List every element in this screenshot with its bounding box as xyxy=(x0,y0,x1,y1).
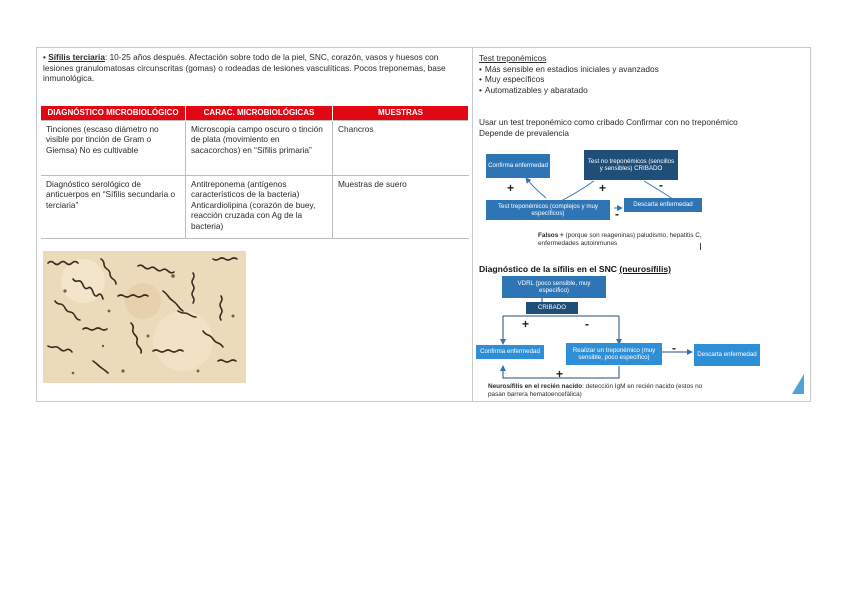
table-cell: Diagnóstico serológico de anticuerpos en “Sífilis secundaria o terciaria” xyxy=(41,176,186,239)
false-positives-note xyxy=(538,232,718,248)
discard-disease-box: Descarta enfermedad xyxy=(624,198,702,212)
newborn-text: : detección IgM en recién nacido (estos no pasan barrera hematoencefálica) xyxy=(488,383,703,398)
newborn-label: Neurosífilis en el recién nacido xyxy=(488,383,583,390)
list-item: • Muy específicos xyxy=(479,74,799,85)
cursor-mark xyxy=(700,243,701,250)
strategy-line: Usar un test treponémico como cribado Confirmar con no treponémico xyxy=(479,117,738,127)
discard-disease-box: Descarta enfermedad xyxy=(694,344,760,366)
neurosyphilis-flowchart xyxy=(474,274,810,402)
table-cell: Chancros xyxy=(333,121,469,176)
newborn-neurosyphilis-note xyxy=(488,383,718,399)
table-cell: Antitreponema (antígenos característicos de la bacteria) Anticardiolipina (corazón de buey, reacción cruzada con Ag de la bacteria) xyxy=(186,176,333,239)
snc-title-underlined: (neurosífilis) xyxy=(619,264,671,274)
minus-sign: - xyxy=(585,317,589,331)
minus-sign: - xyxy=(659,178,663,192)
plus-sign: + xyxy=(556,367,564,381)
header-diagnosis: DIAGNÓSTICO MICROBIOLÓGICO xyxy=(41,106,186,121)
confirm-disease-box: Confirma enfermedad xyxy=(476,345,544,359)
list-item: • Más sensible en estadios iniciales y avanzados xyxy=(479,64,799,75)
list-item: • Automatizables y abaratado xyxy=(479,85,799,96)
vdrl-box: VDRL (poco sensible, muy específico) xyxy=(502,276,606,298)
micrograph-image xyxy=(43,251,246,383)
treponemal-test-box: Realizar un treponémico (muy sensible, poco específico) xyxy=(566,343,662,365)
table-row xyxy=(41,176,469,239)
table-row xyxy=(41,121,469,176)
table-header-row xyxy=(41,106,469,121)
confirm-disease-box: Confirma enfermedad xyxy=(486,154,550,178)
treponemal-tests-section xyxy=(479,53,799,95)
diagnosis-table xyxy=(41,106,469,239)
tertiary-syphilis-text: : 10-25 años después. Afectación sobre todo de la piel, SNC, corazón, vasos y huesos con lesiones granulomatosas circunscritas (gomas) o rodeadas de lesiones vasculíticas. Pocos treponemas, base inmunológica. xyxy=(43,52,446,84)
bullet: • xyxy=(43,52,46,62)
snc-diagnosis-title xyxy=(479,264,671,274)
header-samples: MUESTRAS xyxy=(333,106,469,121)
plus-sign: + xyxy=(599,181,607,195)
false-positives-text: (porque son reageninas) paludismo, hepatitis C, enfermedades autoinmunes xyxy=(538,232,702,247)
table-cell: Microscopia campo oscuro o tinción de plata (movimiento en sacacorchos) en “Sífilis primaria” xyxy=(186,121,333,176)
treponema-micrograph xyxy=(43,251,246,383)
prevalence-line: Depende de prevalencia xyxy=(479,127,569,138)
false-positives-label: Falsos + xyxy=(538,232,564,239)
header-characteristics: CARAC. MICROBIOLÓGICAS xyxy=(186,106,333,121)
tertiary-syphilis-term: Sífilis terciaria xyxy=(48,52,105,62)
minus-sign: - xyxy=(672,341,676,355)
treponemal-tests-title: Test treponémicos xyxy=(479,53,547,63)
plus-sign: + xyxy=(522,317,530,331)
table-cell: Tinciones (escaso diámetro no visible por tinción de Gram o Giemsa) No es cultivable xyxy=(41,121,186,176)
strategy-text xyxy=(479,117,799,138)
corner-decoration xyxy=(792,374,804,394)
plus-sign: + xyxy=(507,181,515,195)
table-cell: Muestras de suero xyxy=(333,176,469,239)
non-treponemal-box: Test no treponémicos (sencillos y sensibles) CRIBADO xyxy=(584,150,678,180)
minus-sign: - xyxy=(615,207,619,221)
snc-title-prefix: Diagnóstico de la sífilis en el SNC xyxy=(479,264,620,274)
tertiary-syphilis-paragraph xyxy=(43,52,463,84)
column-divider xyxy=(472,47,473,402)
screening-flowchart xyxy=(474,148,810,258)
treponemal-box: Test treponémicos (complejos y muy específicos) xyxy=(486,200,610,220)
screening-box: CRIBADO xyxy=(526,302,578,314)
